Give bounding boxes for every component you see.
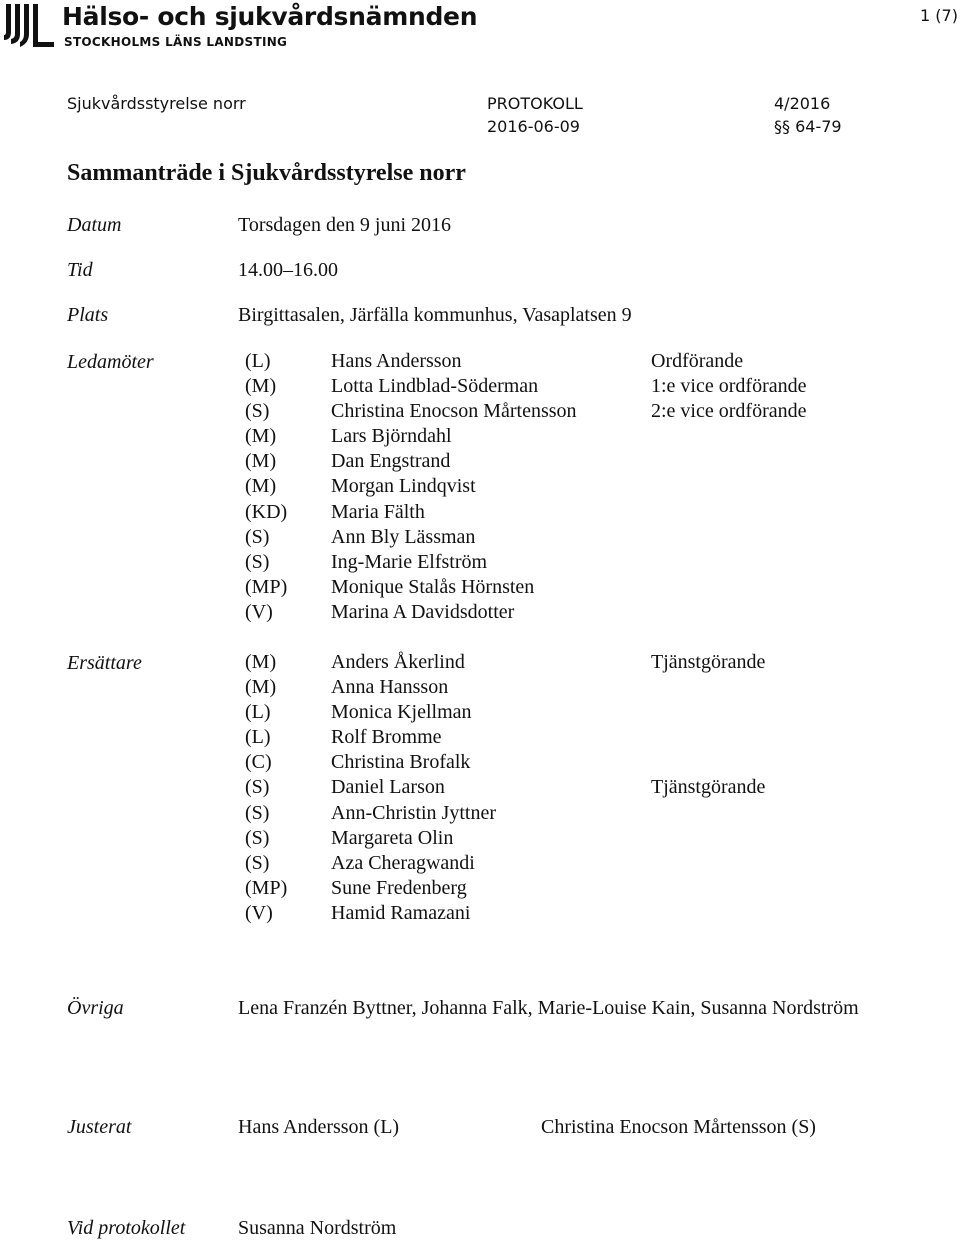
member-party: (C) (245, 751, 272, 774)
member-name: Lars Björndahl (331, 425, 452, 448)
ersattare-label: Ersättare (67, 652, 142, 674)
plats-label: Plats (67, 304, 109, 326)
org-subtitle: STOCKHOLMS LÄNS LANDSTING (64, 35, 288, 49)
member-party: (S) (245, 851, 270, 874)
member-party: (V) (245, 901, 273, 924)
member-name: Maria Fälth (331, 500, 425, 523)
member-name: Hamid Ramazani (331, 901, 471, 924)
member-party: (S) (245, 776, 270, 799)
member-party: (M) (245, 651, 277, 673)
member-name: Christina Brofalk (331, 751, 471, 774)
member-party: (KD) (245, 500, 288, 523)
justerat-label: Justerat (67, 1116, 132, 1138)
member-name: Monique Stalås Hörnsten (331, 575, 535, 598)
member-name: Morgan Lindqvist (331, 475, 476, 498)
body-name: Sjukvårdsstyrelse norr (67, 94, 246, 113)
sll-logo-icon (2, 2, 56, 48)
member-name: Ing-Marie Elfström (331, 550, 488, 573)
member-party: (S) (245, 801, 270, 824)
page-title: Sammanträde i Sjukvårdsstyrelse norr (67, 160, 466, 186)
member-party: (S) (245, 826, 270, 849)
member-party: (MP) (245, 575, 288, 598)
member-name: Daniel Larson (331, 776, 445, 799)
vid-protokollet-label: Vid protokollet (67, 1217, 186, 1239)
member-party: (M) (245, 676, 277, 699)
page-indicator: 1 (7) (920, 6, 958, 25)
member-role: Tjänstgörande (651, 776, 766, 799)
member-party: (MP) (245, 876, 288, 899)
member-party: (L) (245, 350, 271, 372)
member-party: (L) (245, 701, 271, 724)
member-name: Margareta Olin (331, 826, 454, 849)
org-logo (0, 0, 478, 52)
member-party: (S) (245, 525, 270, 548)
org-title: Hälso- och sjukvårdsnämnden (62, 2, 478, 31)
doc-number: 4/2016 (774, 94, 831, 113)
member-party: (V) (245, 600, 273, 623)
member-party: (M) (245, 475, 277, 498)
justerat-first: Hans Andersson (L) (238, 1116, 400, 1138)
member-name: Monica Kjellman (331, 701, 472, 724)
member-name: Ann-Christin Jyttner (331, 801, 496, 824)
member-role: 2:e vice ordförande (651, 400, 807, 423)
member-party: (M) (245, 425, 277, 448)
member-party: (M) (245, 450, 277, 473)
ledamoter-label: Ledamöter (67, 351, 154, 373)
tid-label: Tid (67, 259, 93, 281)
member-name: Lotta Lindblad-Söderman (331, 375, 539, 398)
member-name: Christina Enocson Mårtensson (331, 400, 577, 423)
justerat-second: Christina Enocson Mårtensson (S) (541, 1116, 816, 1138)
member-role: Tjänstgörande (651, 651, 766, 673)
plats-value: Birgittasalen, Järfälla kommunhus, Vasaplatsen 9 (238, 304, 632, 326)
member-party: (M) (245, 375, 277, 398)
datum-value: Torsdagen den 9 juni 2016 (238, 214, 452, 236)
member-name: Anna Hansson (331, 676, 449, 699)
ovriga-value: Lena Franzén Byttner, Johanna Falk, Marie-Louise Kain, Susanna Nordström (238, 997, 859, 1019)
member-name: Sune Fredenberg (331, 876, 467, 899)
member-name: Ann Bly Lässman (331, 525, 476, 548)
tid-value: 14.00–16.00 (238, 259, 338, 281)
member-name: Marina A Davidsdotter (331, 600, 515, 623)
doc-paragraphs: §§ 64-79 (774, 117, 842, 136)
vid-protokollet-value: Susanna Nordström (238, 1217, 397, 1239)
doc-type: PROTOKOLL (487, 94, 583, 113)
member-role: 1:e vice ordförande (651, 375, 807, 398)
member-role: Ordförande (651, 350, 744, 372)
member-party: (L) (245, 726, 271, 749)
member-party: (S) (245, 400, 270, 423)
ovriga-label: Övriga (67, 997, 124, 1019)
member-name: Aza Cheragwandi (331, 851, 475, 874)
member-name: Anders Åkerlind (331, 651, 465, 673)
datum-label: Datum (67, 214, 122, 236)
doc-date: 2016-06-09 (487, 117, 580, 136)
member-name: Dan Engstrand (331, 450, 451, 473)
member-name: Hans Andersson (331, 350, 462, 372)
member-name: Rolf Bromme (331, 726, 442, 749)
member-party: (S) (245, 550, 270, 573)
